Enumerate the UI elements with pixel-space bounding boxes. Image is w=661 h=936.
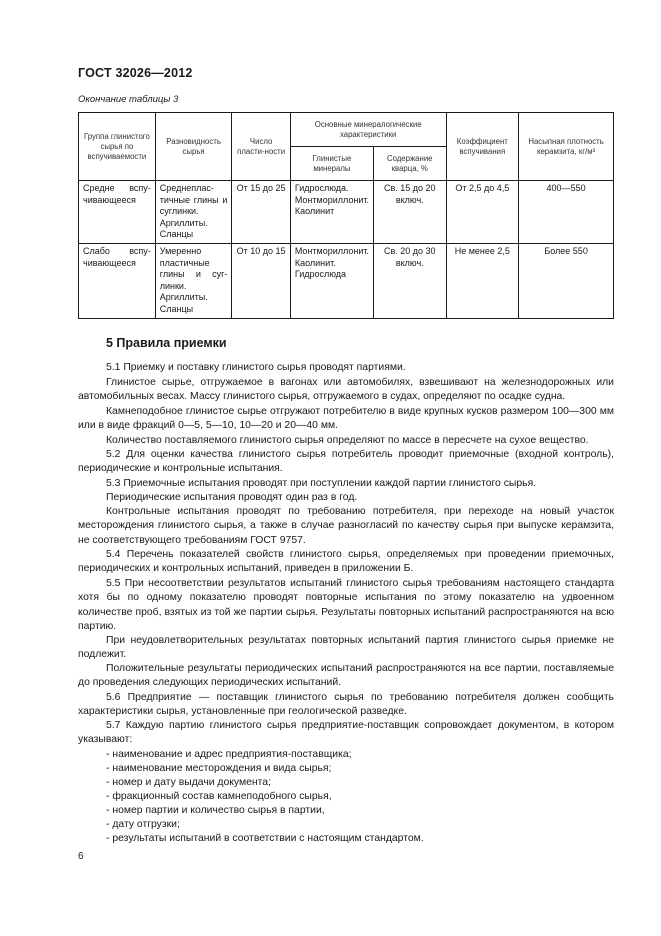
cell-density: Более 550 [519, 243, 614, 318]
list-item: - дату отгрузки; [106, 819, 180, 830]
cell-quartz: Св. 20 до 30 включ. [373, 243, 446, 318]
paragraph: 5.4 Перечень показателей свойств глинистого сырья, определяемых при проведении приемочных, периодических и контрольных испытаний, приведен в приложении Б. [78, 549, 614, 575]
cell-quartz: Св. 15 до 20 включ. [373, 181, 446, 244]
paragraph: Количество поставляемого глинистого сырья определяют по массе в пересчете на сухое вещество. [106, 435, 589, 446]
paragraph: Периодические испытания проводят один раз в год. [106, 492, 358, 503]
list-item: - результаты испытаний в соответствии с настоящим стандартом. [106, 833, 424, 844]
table-row [79, 243, 614, 318]
section-heading: 5 Правила приемки [106, 336, 227, 350]
list-item: - наименование месторождения и вида сырья; [106, 763, 332, 774]
list-item: - наименование и адрес предприятия-поставщика; [106, 749, 352, 760]
header-quartz: Содержание кварца, % [373, 147, 446, 181]
table-caption: Окончание таблицы 3 [78, 94, 179, 105]
paragraph: 5.1 Приемку и поставку глинистого сырья проводят партиями. [106, 362, 406, 373]
paragraph: При неудовлетворительных результатах повторных испытаний партия глинистого сырья приемке не подлежит. [78, 635, 614, 661]
header-group: Группа глинистого сырья по вспучиваемости [79, 113, 156, 181]
cell-clay-minerals: Гидрослюда. Монтмориллонит. Каолинит [290, 181, 373, 244]
cell-variety: Среднеплас-тичные глины и суглинки. Аргиллиты. Сланцы [155, 181, 232, 244]
paragraph: 5.3 Приемочные испытания проводят при поступлении каждой партии глинистого сырья. [106, 478, 537, 489]
list-item: - фракционный состав камнеподобного сырья, [106, 791, 332, 802]
paragraph: 5.6 Предприятие — поставщик глинистого сырья по требованию потребителя должен сообщить характеристики сырья, установленные при геологической разведке. [78, 692, 614, 718]
header-coefficient: Коэффициент вспучивания [446, 113, 519, 181]
cell-plasticity: От 15 до 25 [232, 181, 290, 244]
header-density: Насыпная плотность керамзита, кг/м³ [519, 113, 614, 181]
cell-group: Слабо вспу-чивающееся [79, 243, 156, 318]
header-plasticity: Число пласти-ности [232, 113, 290, 181]
paragraph: 5.7 Каждую партию глинистого сырья предприятие-поставщик сопровождает документом, в котором указывают: [78, 720, 614, 746]
cell-density: 400—550 [519, 181, 614, 244]
paragraph: 5.5 При несоответствии результатов испытаний глинистого сырья требованиям настоящего стандарта хотя бы по одному показателю проводят повторные испытания по этому показателю на удвоенном количестве проб, взятых из той же партии сырья. Результаты повторных испытаний распространяются на всю партию. [78, 578, 614, 632]
cell-plasticity: От 10 до 15 [232, 243, 290, 318]
header-mineral: Основные минералогические характеристики [290, 113, 446, 147]
cell-variety: Умеренно пластичные глины и суг-линки. Аргиллиты. Сланцы [155, 243, 232, 318]
header-clay-minerals: Глинистые минералы [290, 147, 373, 181]
cell-clay-minerals: Монтмориллонит. Каолинит. Гидрослюда [290, 243, 373, 318]
clay-classification-table [78, 112, 614, 319]
paragraph: 5.2 Для оценки качества глинистого сырья потребитель проводит приемочные (входной контроль), периодические и контрольные испытания. [78, 449, 614, 475]
cell-coefficient: Не менее 2,5 [446, 243, 519, 318]
paragraph: Положительные результаты периодических испытаний распространяются на все партии, поставляемые до проведения следующих периодических испытаний. [78, 663, 614, 689]
cell-coefficient: От 2,5 до 4,5 [446, 181, 519, 244]
cell-group: Средне вспу-чивающееся [79, 181, 156, 244]
table-row [79, 181, 614, 244]
page-number: 6 [78, 851, 84, 862]
paragraph: Камнеподобное глинистое сырье отгружают потребителю в виде крупных кусков размером 100—300 мм или в виде фракций 0—5, 5—10, 10—20 и 20—40 мм. [78, 406, 614, 432]
list-item: - номер и дату выдачи документа; [106, 777, 271, 788]
paragraph: Контрольные испытания проводят по требованию потребителя, при переходе на новый участок месторождения глинистого сырья, а также в случае разногласий по качеству сырья при выпуске керамзита, не соответствующего требованиям ГОСТ 9757. [78, 506, 614, 546]
document-code: ГОСТ 32026—2012 [78, 66, 193, 80]
header-variety: Разновидность сырья [155, 113, 232, 181]
list-item: - номер партии и количество сырья в партии, [106, 805, 325, 816]
paragraph: Глинистое сырье, отгружаемое в вагонах или автомобилях, взвешивают на железнодорожных или автомобильных весах. Массу глинистого сырья, отгружаемого в судах, определяют по осадке судна. [78, 377, 614, 403]
